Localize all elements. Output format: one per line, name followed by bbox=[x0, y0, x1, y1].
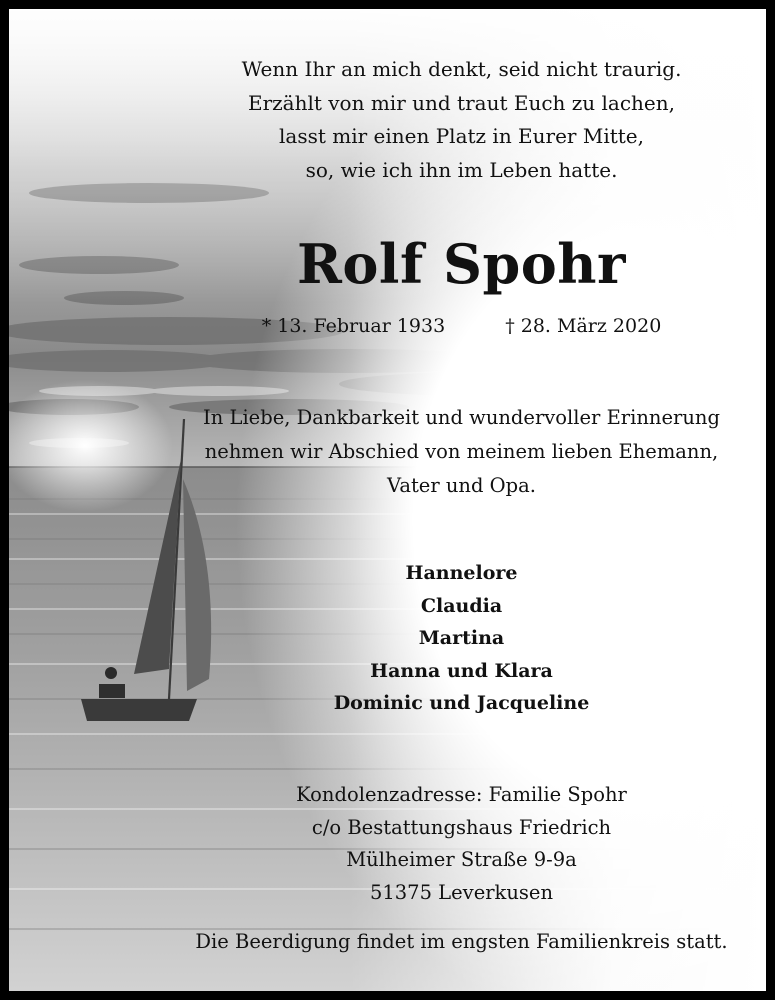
death-date: † 28. März 2020 bbox=[505, 315, 662, 337]
memorial-poem bbox=[169, 53, 754, 187]
mourner-name: Dominic und Jacqueline bbox=[333, 692, 590, 714]
poem-line: Erzählt von mir und traut Euch zu lachen, bbox=[247, 90, 676, 115]
mourner-name: Martina bbox=[418, 627, 505, 649]
funeral-note: Die Beerdigung findet im engsten Familienkreis statt. bbox=[195, 930, 728, 953]
obituary-card bbox=[9, 9, 766, 991]
address-line: 51375 Leverkusen bbox=[369, 880, 554, 904]
farewell-message bbox=[169, 401, 754, 503]
life-dates bbox=[169, 313, 754, 339]
birth-date: * 13. Februar 1933 bbox=[261, 315, 446, 337]
farewell-line: In Liebe, Dankbarkeit und wundervoller Erinnerung bbox=[203, 406, 720, 429]
mourner-name: Claudia bbox=[420, 594, 503, 617]
address-line: Kondolenzadresse: Familie Spohr bbox=[296, 783, 627, 806]
poem-line: lasst mir einen Platz in Eurer Mitte, bbox=[279, 124, 644, 148]
mourner-name: Hannelore bbox=[405, 562, 518, 584]
address-line: c/o Bestattungshaus Friedrich bbox=[311, 815, 612, 839]
condolence-address bbox=[169, 779, 754, 909]
poem-line: so, wie ich ihn im Leben hatte. bbox=[305, 157, 618, 182]
mourners-list bbox=[169, 557, 754, 720]
mourner-name: Hanna und Klara bbox=[370, 659, 553, 682]
poem-line: Wenn Ihr an mich denkt, seid nicht traurig. bbox=[241, 57, 682, 81]
address-line: Mülheimer Straße 9-9a bbox=[346, 848, 577, 871]
farewell-line: nehmen wir Abschied von meinem lieben Ehemann, bbox=[204, 440, 719, 463]
farewell-line: Vater und Opa. bbox=[387, 474, 536, 497]
deceased-name: Rolf Spohr bbox=[297, 232, 626, 296]
